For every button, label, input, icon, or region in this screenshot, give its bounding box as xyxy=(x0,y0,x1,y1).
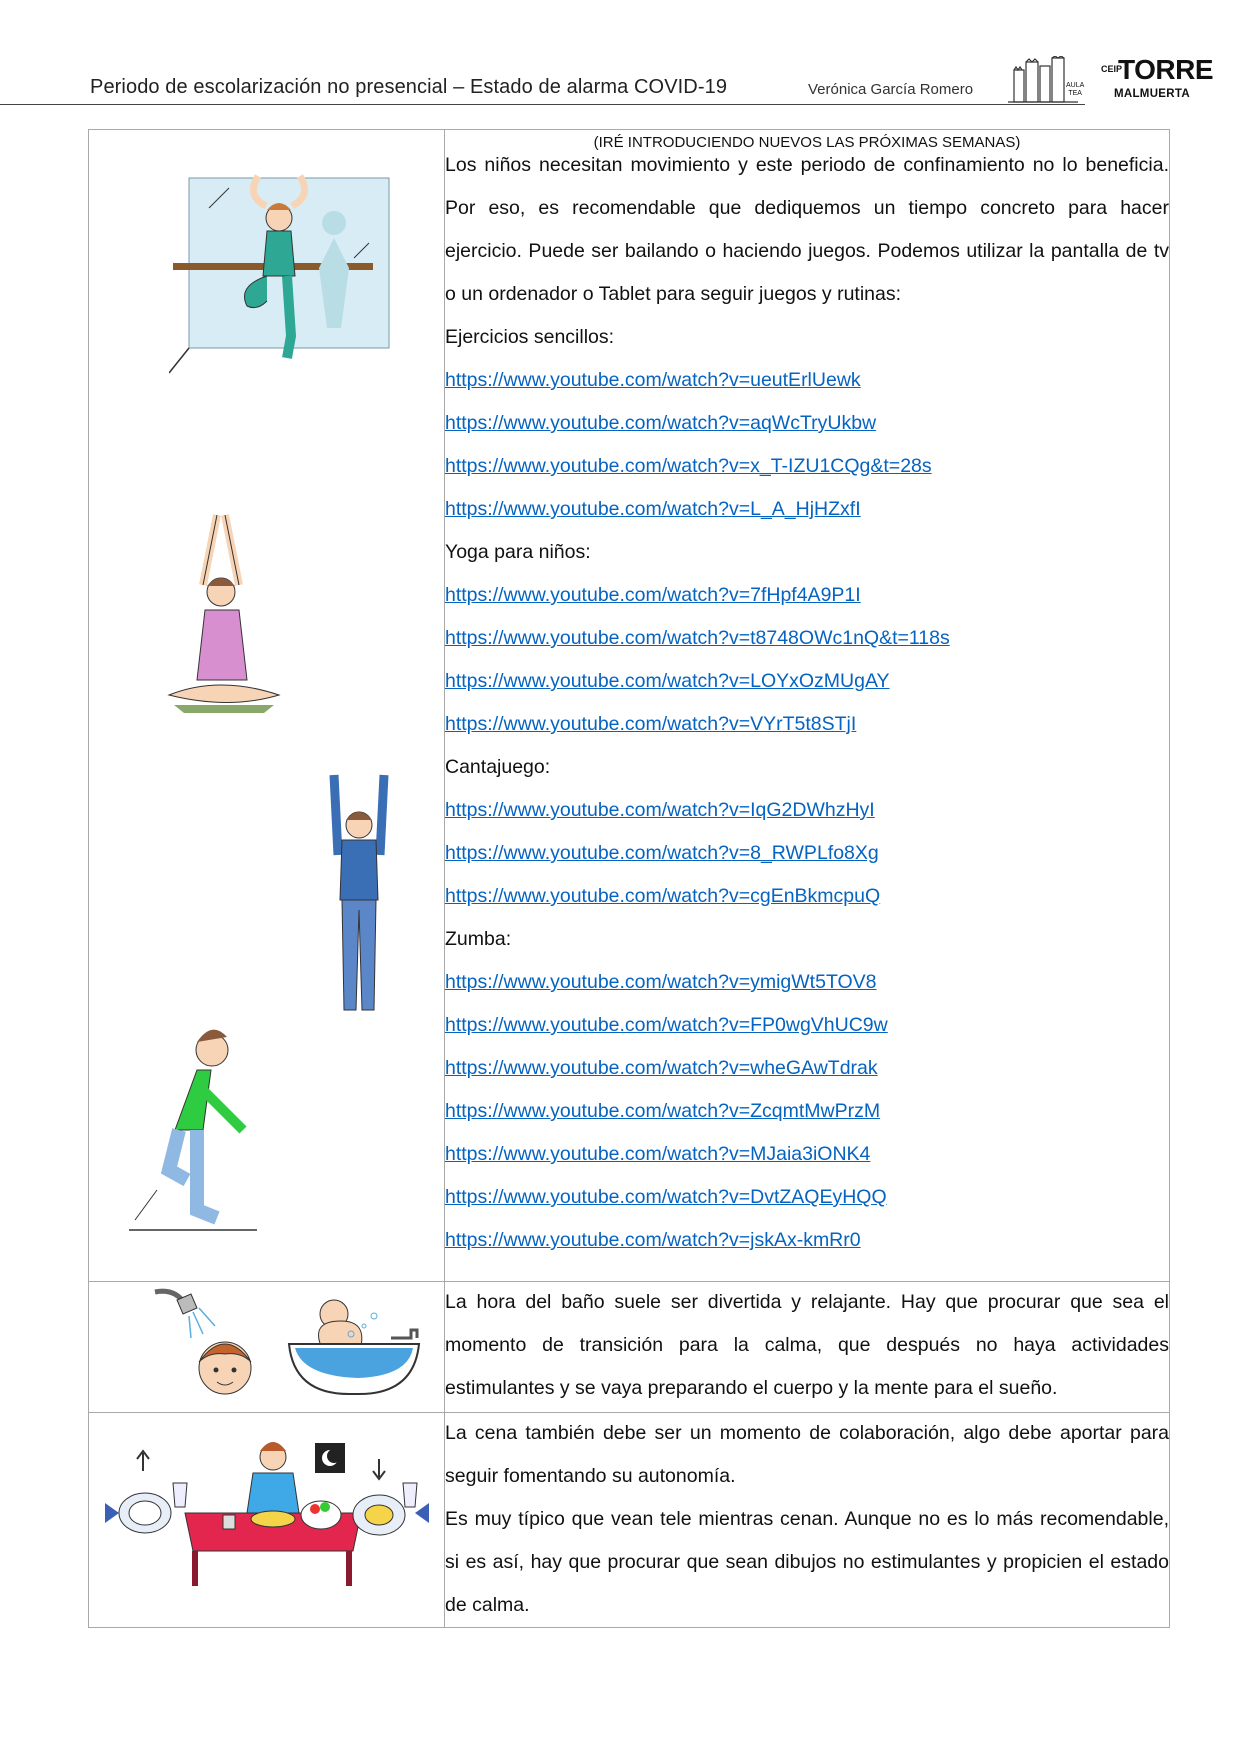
boy-arms-up-icon xyxy=(314,770,404,1020)
group-title-cantajuego: Cantajuego: xyxy=(445,756,551,778)
logo-ceip: CEIP xyxy=(1101,64,1123,74)
group-title-zumba: Zumba: xyxy=(445,928,512,950)
video-link[interactable]: https://www.youtube.com/watch?v=7fHpf4A9P1I xyxy=(445,584,861,606)
dinner-table-icon xyxy=(103,1435,433,1595)
video-link[interactable]: https://www.youtube.com/watch?v=MJaia3iONK4 xyxy=(445,1143,871,1165)
exercise-intro: Los niños necesitan movimiento y este periodo de confinamiento no lo beneficia. Por eso, es recomendable que dediquemos un tiempo concreto para hacer ejercicio. Puede ser bailando o haciendo juegos. Podemos utilizar la pantalla de tv o un ordenador o Tablet para seguir juegos y rutinas: xyxy=(445,154,1169,305)
dinner-text-cell xyxy=(445,1413,1170,1628)
video-link[interactable]: https://www.youtube.com/watch?v=L_A_HjHZxfI xyxy=(445,498,861,520)
logo-aula: AULA TEA xyxy=(1066,82,1085,97)
bath-images-cell xyxy=(89,1282,445,1413)
bath-row xyxy=(89,1282,1170,1413)
video-link[interactable]: https://www.youtube.com/watch?v=x_T-IZU1CQg&t=28s xyxy=(445,455,932,477)
dinner-text-2: Es muy típico que vean tele mientras cenan. Aunque no es lo más recomendable, si es así, hay que procurar que sean dibujos no estimulantes y propicien el estado de calma. xyxy=(445,1508,1169,1616)
dinner-row xyxy=(89,1413,1170,1628)
bath-text-cell xyxy=(445,1282,1170,1413)
video-link[interactable]: https://www.youtube.com/watch?v=wheGAwTdrak xyxy=(445,1057,878,1079)
video-link[interactable]: https://www.youtube.com/watch?v=8_RWPLfo8Xg xyxy=(445,842,879,864)
content-table xyxy=(88,129,1170,1628)
exercise-text-cell xyxy=(445,130,1170,1282)
video-link[interactable]: https://www.youtube.com/watch?v=ueutErlUewk xyxy=(445,369,861,391)
exercise-note: (IRÉ INTRODUCIENDO NUEVOS LAS PRÓXIMAS SEMANAS) xyxy=(593,134,1021,151)
video-link[interactable]: https://www.youtube.com/watch?v=ymigWt5TOV8 xyxy=(445,971,877,993)
video-link[interactable]: https://www.youtube.com/watch?v=VYrT5t8STjI xyxy=(445,713,857,735)
logo-torre: TORRE xyxy=(1118,54,1213,85)
video-link[interactable]: https://www.youtube.com/watch?v=jskAx-kmRr0 xyxy=(445,1229,861,1251)
header-author: Verónica García Romero xyxy=(808,81,974,98)
video-link[interactable]: https://www.youtube.com/watch?v=cgEnBkmcpuQ xyxy=(445,885,881,907)
dinner-text-1: La cena también debe ser un momento de colaboración, algo debe aportar para seguir fomentando su autonomía. xyxy=(445,1422,1169,1487)
page-header xyxy=(88,40,1213,106)
bath-text: La hora del baño suele ser divertida y relajante. Hay que procurar que sea el momento de transición para la calma, que después no haya actividades estimulantes y se vaya preparando el cuerpo y la mente para el sueño. xyxy=(445,1291,1169,1399)
video-link[interactable]: https://www.youtube.com/watch?v=aqWcTryUkbw xyxy=(445,412,877,434)
shower-icon xyxy=(153,1286,273,1406)
exercise-row xyxy=(89,130,1170,1282)
exercise-images-cell xyxy=(89,130,445,1282)
video-link[interactable]: https://www.youtube.com/watch?v=IqG2DWhzHyI xyxy=(445,799,875,821)
yoga-girl-icon xyxy=(159,510,289,720)
header-divider xyxy=(0,104,1085,105)
ballet-dancer-icon xyxy=(169,168,399,398)
boy-stretching-icon xyxy=(127,1020,267,1250)
video-link[interactable]: https://www.youtube.com/watch?v=t8748OWc1nQ&t=118s xyxy=(445,627,950,649)
dinner-images-cell xyxy=(89,1413,445,1628)
video-link[interactable]: https://www.youtube.com/watch?v=FP0wgVhUC9w xyxy=(445,1014,888,1036)
group-title-ejercicios: Ejercicios sencillos: xyxy=(445,326,615,348)
video-link[interactable]: https://www.youtube.com/watch?v=ZcqmtMwPrzM xyxy=(445,1100,881,1122)
video-link[interactable]: https://www.youtube.com/watch?v=DvtZAQEyHQQ xyxy=(445,1186,887,1208)
school-logo xyxy=(1006,46,1241,104)
baby-bath-icon xyxy=(279,1286,429,1406)
logo-malmuerta: MALMUERTA xyxy=(1114,88,1190,100)
video-link[interactable]: https://www.youtube.com/watch?v=LOYxOzMUgAY xyxy=(445,670,890,692)
header-title: Periodo de escolarización no presencial – Estado de alarma COVID-19 xyxy=(90,76,728,98)
group-title-yoga: Yoga para niños: xyxy=(445,541,591,563)
